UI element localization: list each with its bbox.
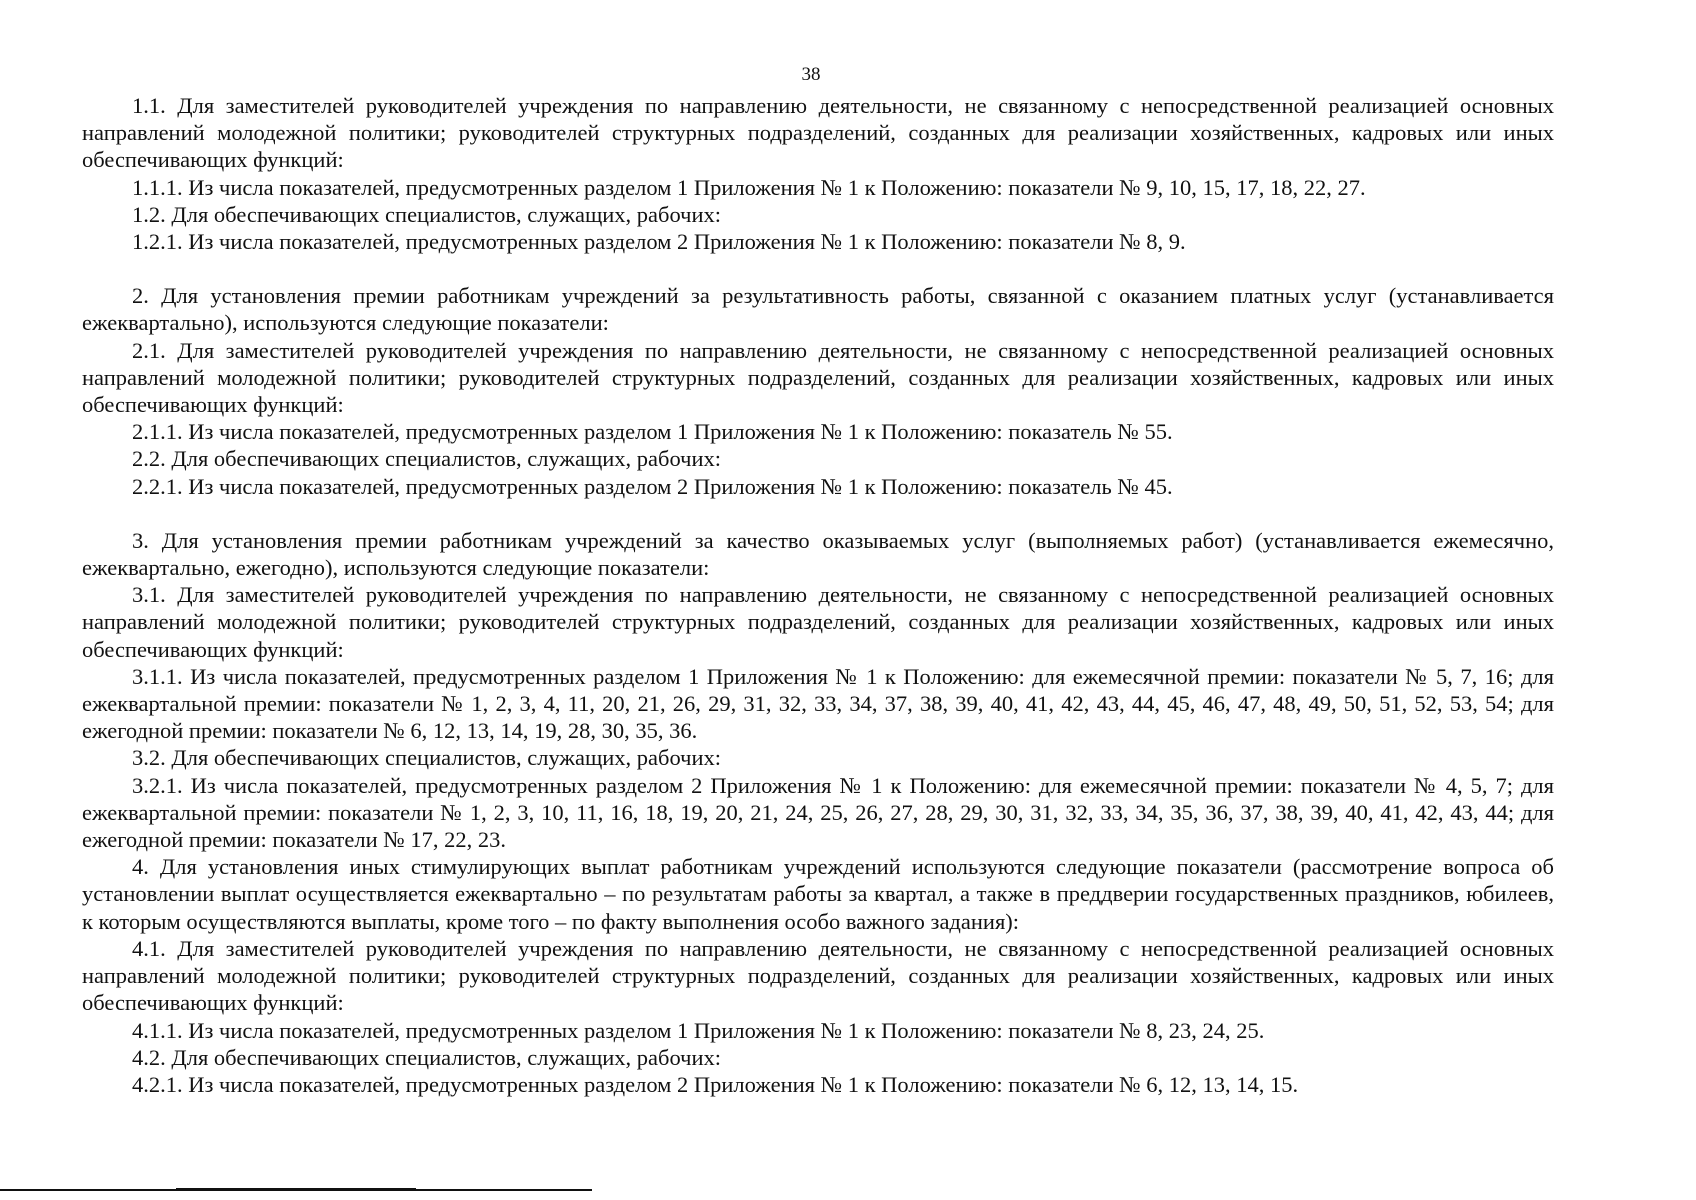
paragraph-1-2-1: 1.2.1. Из числа показателей, предусмотренных разделом 2 Приложения № 1 к Положению: показатели № 8, 9. (132, 229, 1186, 255)
paragraph-3: 3. Для установления премии работникам учреждений за качество оказываемых услуг (выполняемых работ) (устанавливается ежемесячно, ежеквартально, ежегодно), используются следующие показатели: (82, 527, 1554, 581)
paragraph-3-1: 3.1. Для заместителей руководителей учреждения по направлению деятельности, не связанному с непосредственной реализацией основных направлений молодежной политики; руководителей структурных подразделений, созданных для реализации хозяйственных, кадровых или иных обеспечивающих функций: (82, 582, 1554, 662)
paragraph-4-1-1: 4.1.1. Из числа показателей, предусмотренных разделом 1 Приложения № 1 к Положению: показатели № 8, 23, 24, 25. (132, 1017, 1265, 1043)
page-number: 38 (801, 64, 821, 85)
paragraph-2-2: 2.2. Для обеспечивающих специалистов, служащих, рабочих: (132, 446, 722, 472)
paragraph-2-2-1: 2.2.1. Из числа показателей, предусмотренных разделом 2 Приложения № 1 к Положению: показатель № 45. (132, 473, 1173, 499)
paragraph-4: 4. Для установления иных стимулирующих выплат работникам учреждений используются следующие показатели (рассмотрение вопроса об установлении выплат осуществляется ежеквартально – по результатам работы за квартал, а также в преддверии государственных праздников, юбилеев, к которым осуществляются выплаты, кроме того – по факту выполнения особо важного задания): (82, 854, 1554, 934)
paragraph-2: 2. Для установления премии работникам учреждений за результативность работы, связанной с оказанием платных услуг (устанавливается ежеквартально), используются следующие показатели: (82, 283, 1554, 336)
paragraph-4-2-1: 4.2.1. Из числа показателей, предусмотренных разделом 2 Приложения № 1 к Положению: показатели № 6, 12, 13, 14, 15. (132, 1071, 1299, 1097)
paragraph-3-2-1: 3.2.1. Из числа показателей, предусмотренных разделом 2 Приложения № 1 к Положению: для ежемесячной премии: показатели № 4, 5, 7; для ежеквартальной премии: показатели № 1, 2, 3, 10, 11, 16, 18, 19, 20, 21, 24, 25, 26, 27, 28, 29, 30, 31, 32, 33, 34, 35, 36, 37, 38, 39, 40, 41, 42, 43, 44; для ежегодной премии: показатели № 17, 22, 23. (82, 772, 1554, 853)
footer-rule-thick (176, 1188, 416, 1191)
paragraph-3-1-1: 3.1.1. Из числа показателей, предусмотренных разделом 1 Приложения № 1 к Положению: для ежемесячной премии: показатели № 5, 7, 16; для ежеквартальной премии: показатели № 1, 2, 3, 4, 11, 20, 21, 26, 29, 31, 32, 33, 34, 37, 38, 39, 40, 41, 42, 43, 44, 45, 46, 47, 48, 49, 50, 51, 52, 53, 54; для ежегодной премии: показатели № 6, 12, 13, 14, 19, 28, 30, 35, 36. (82, 663, 1554, 744)
paragraph-1-2: 1.2. Для обеспечивающих специалистов, служащих, рабочих: (132, 201, 722, 227)
paragraph-2-1: 2.1. Для заместителей руководителей учреждения по направлению деятельности, не связанному с непосредственной реализацией основных направлений молодежной политики; руководителей структурных подразделений, созданных для реализации хозяйственных, кадровых или иных обеспечивающих функций: (82, 337, 1554, 418)
paragraph-4-1: 4.1. Для заместителей руководителей учреждения по направлению деятельности, не связанному с непосредственной реализацией основных направлений молодежной политики; руководителей структурных подразделений, созданных для реализации хозяйственных, кадровых или иных обеспечивающих функций: (82, 935, 1554, 1016)
paragraph-2-1-1: 2.1.1. Из числа показателей, предусмотренных разделом 1 Приложения № 1 к Положению: показатель № 55. (132, 419, 1173, 445)
paragraph-3-2: 3.2. Для обеспечивающих специалистов, служащих, рабочих: (132, 745, 722, 771)
paragraph-4-2: 4.2. Для обеспечивающих специалистов, служащих, рабочих: (132, 1044, 722, 1070)
document-body (82, 92, 1554, 1098)
paragraph-1-1: 1.1. Для заместителей руководителей учреждения по направлению деятельности, не связанному с непосредственной реализацией основных направлений молодежной политики; руководителей структурных подразделений, созданных для реализации хозяйственных, кадровых или иных обеспечивающих функций: (82, 93, 1554, 173)
paragraph-1-1-1: 1.1.1. Из числа показателей, предусмотренных разделом 1 Приложения № 1 к Положению: показатели № 9, 10, 15, 17, 18, 22, 27. (132, 174, 1366, 200)
